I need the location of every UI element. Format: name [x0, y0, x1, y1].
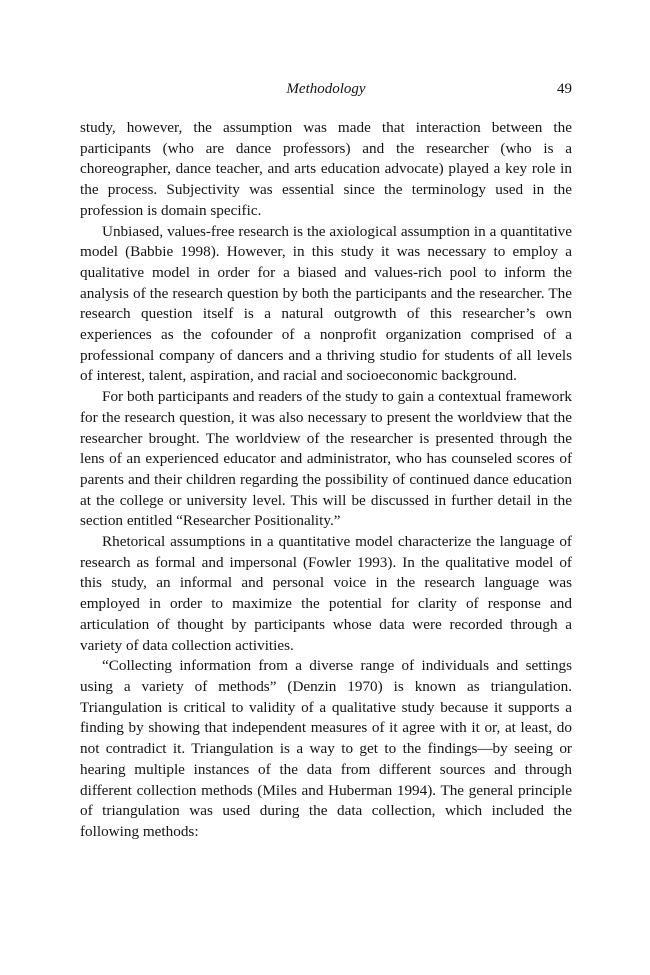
running-header	[80, 78, 572, 100]
paragraph-contextual-framework: For both participants and readers of the study to gain a contextual framework for the research question, it was also necessary to present the worldview that the researcher brought. The worldview of the researcher is presented through the lens of an experienced educator and administrator, who has counseled scores of parents and their children regarding the possibility of continued dance education at the college or university level. This will be discussed in further detail in the section entitled “Researcher Positionality.”	[80, 388, 572, 530]
paragraph-rhetorical-assumptions: Rhetorical assumptions in a quantitative model characterize the language of research as formal and impersonal (Fowler 1993). In the qualitative model of this study, an informal and personal voice in the research language was employed in order to maximize the potential for clarity of response and articulation of thought by participants whose data were recorded through a variety of data collection activities.	[80, 533, 572, 654]
running-header-title: Methodology	[286, 81, 366, 97]
page-number: 49	[557, 81, 572, 97]
body-text	[80, 118, 572, 843]
paragraph-triangulation: “Collecting information from a diverse range of individuals and settings using a variety of methods” (Denzin 1970) is known as triangulation. Triangulation is critical to validity of a qualitative study because it supports a finding by showing that independent measures of it agree with it or, at least, do not contradict it. Triangulation is a way to get to the findings—by seeing or hearing multiple instances of the data from different sources and through different collection methods (Miles and Huberman 1994). The general principle of triangulation was used during the data collection, which included the following methods:	[80, 657, 572, 840]
paragraph-continuation: study, however, the assumption was made that interaction between the participants (who are dance professors) and the researcher (who is a choreographer, dance teacher, and arts education advocate) played a key role in the process. Subjectivity was essential since the terminology used in the profession is domain specific.	[80, 119, 572, 219]
paragraph-axiological-assumption: Unbiased, values-free research is the axiological assumption in a quantitative model (Babbie 1998). However, in this study it was necessary to employ a qualitative model in order for a biased and values-rich pool to inform the analysis of the research question by both the participants and the researcher. The research question itself is a natural outgrowth of this researcher’s own experiences as the cofounder of a nonprofit organization comprised of a professional company of dancers and a thriving studio for students of all levels of interest, talent, aspiration, and racial and socioeconomic background.	[80, 222, 572, 385]
